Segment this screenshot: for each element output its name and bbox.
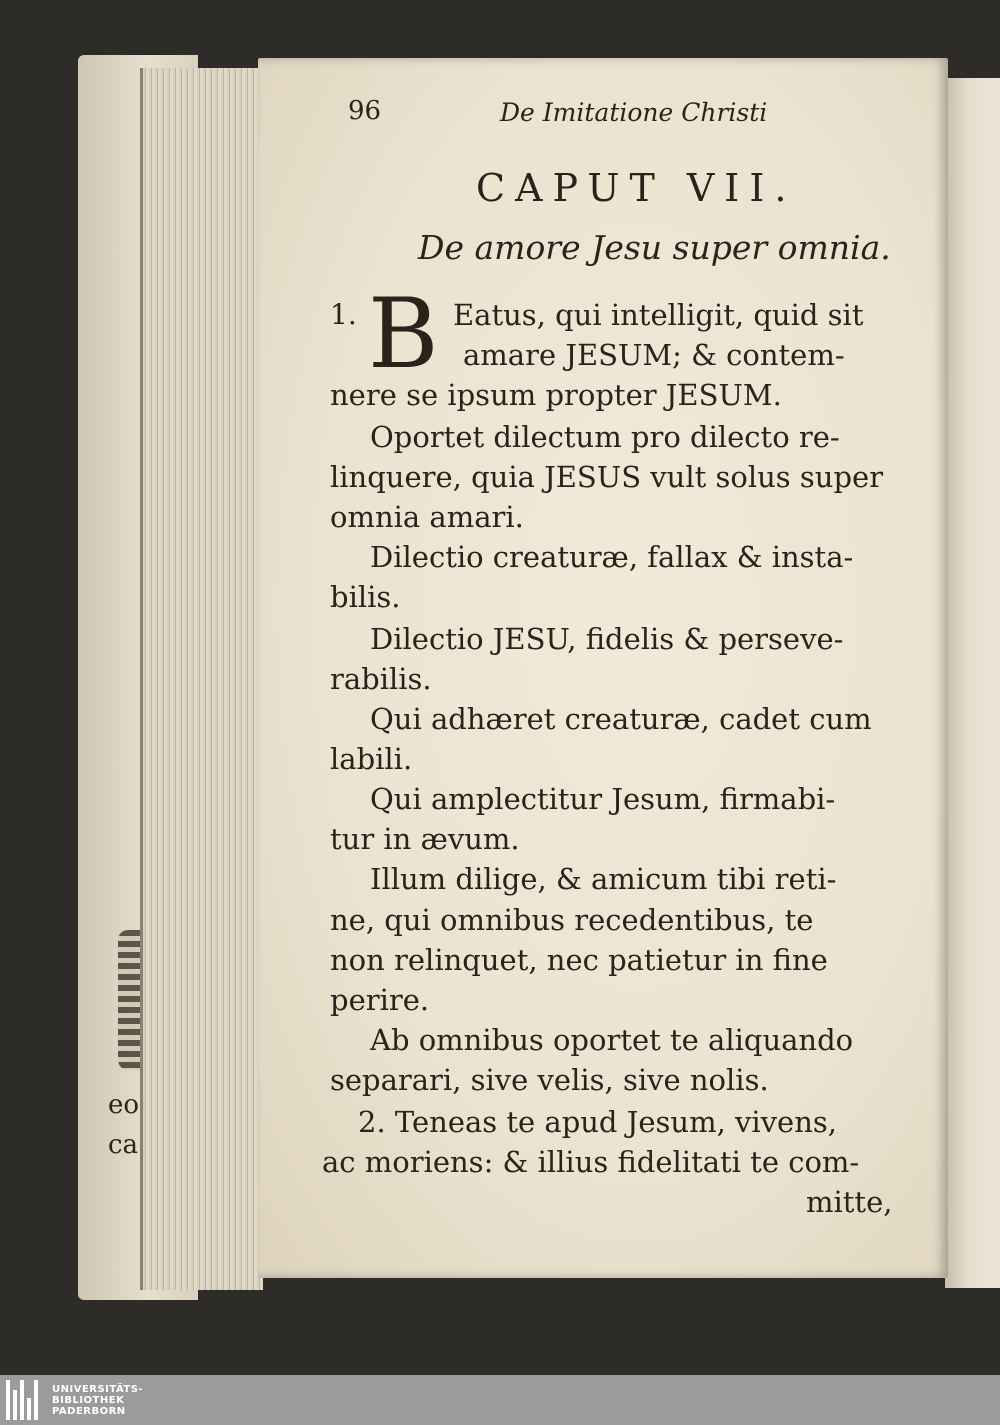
- text-line: omnia amari.: [330, 500, 524, 534]
- text-line: rabilis.: [330, 662, 432, 696]
- library-logo-icon: [6, 1380, 42, 1420]
- text-line: separari, sive velis, sive nolis.: [330, 1063, 769, 1097]
- facing-page-edge: [945, 78, 1000, 1288]
- text-line: Qui amplectitur Jesum, firmabi-: [370, 782, 836, 816]
- page-number: 96: [348, 96, 382, 126]
- text-line: ac moriens: & illius fidelitati te com-: [322, 1145, 860, 1179]
- text-line: bilis.: [330, 580, 401, 614]
- chapter-heading: CAPUT VII.: [476, 166, 797, 210]
- text-line: 2. Teneas te apud Jesum, vivens,: [358, 1105, 837, 1139]
- text-line: perire.: [330, 983, 430, 1017]
- library-name-line: BIBLIOTHEK: [52, 1394, 125, 1406]
- left-page-text-fragment: eo: [108, 1090, 140, 1120]
- page-stack-edge: [140, 68, 263, 1290]
- library-name-line: PADERBORN: [52, 1405, 126, 1417]
- text-line: amare JESUM; & contem-: [463, 338, 845, 372]
- chapter-subtitle: De amore Jesu super omnia.: [418, 228, 891, 267]
- paragraph-number: 1.: [330, 298, 357, 331]
- library-footer-bar: [0, 1375, 1000, 1425]
- library-name-line: UNIVERSITÄTS-: [52, 1383, 144, 1395]
- library-name: [52, 1384, 143, 1417]
- text-line: Eatus, qui intelligit, quid sit: [453, 298, 864, 332]
- text-line: Ab omnibus oportet te aliquando: [370, 1023, 854, 1057]
- text-line: tur in ævum.: [330, 822, 520, 856]
- book-page: [258, 58, 948, 1278]
- text-line: nere se ipsum propter JESUM.: [330, 378, 782, 412]
- text-line: ne, qui omnibus recedentibus, te: [330, 903, 814, 937]
- text-line: labili.: [330, 742, 413, 776]
- left-page-text-fragment: ca: [108, 1130, 139, 1160]
- text-line: Dilectio creaturæ, fallax & insta-: [370, 540, 854, 574]
- running-title: De Imitatione Christi: [500, 98, 768, 127]
- text-line: non relinquet, nec patietur in fine: [330, 943, 828, 977]
- text-line: Illum dilige, & amicum tibi reti-: [370, 862, 837, 896]
- text-line: Oportet dilectum pro dilecto re-: [370, 420, 840, 454]
- text-line: linquere, quia JESUS vult solus super: [330, 460, 884, 494]
- text-line: Dilectio JESU, fidelis & perseve-: [370, 622, 844, 656]
- text-line: Qui adhæret creaturæ, cadet cum: [370, 702, 872, 736]
- drop-cap: B: [368, 278, 439, 390]
- catchword: mitte,: [806, 1185, 893, 1219]
